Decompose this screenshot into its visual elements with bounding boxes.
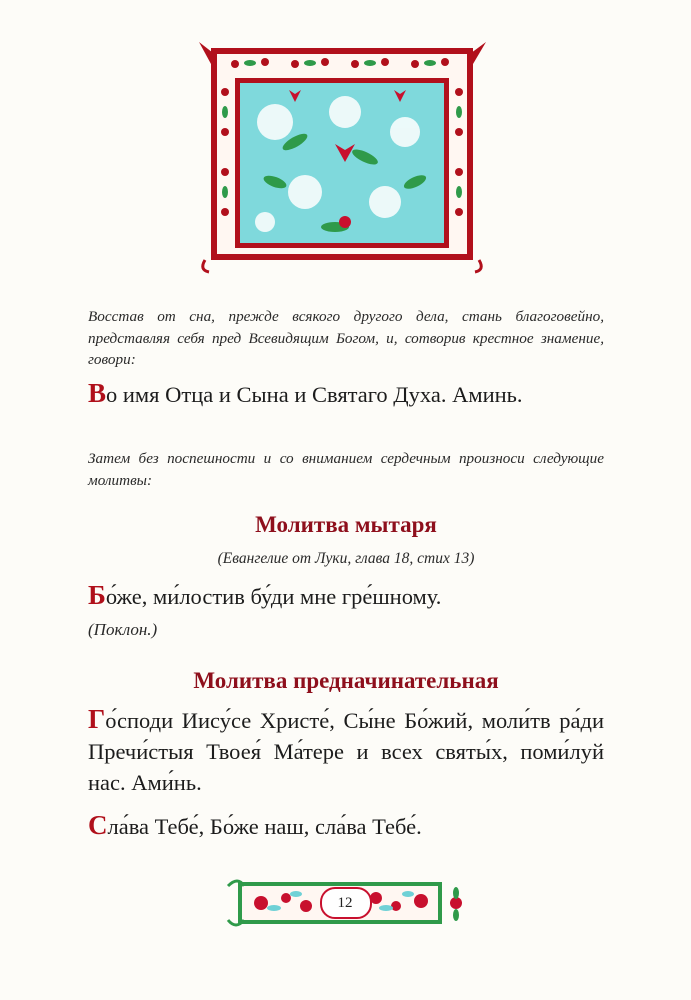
prayer-body: о́же, ми́лостив бу́ди мне гре́шному. [105, 584, 442, 609]
page-number: 12 [337, 895, 353, 911]
drop-initial: С [88, 810, 108, 840]
drop-initial: Г [88, 704, 106, 734]
prayer-publican-text [88, 580, 604, 612]
drop-initial: Б [88, 580, 106, 610]
prayer-publican [88, 580, 604, 612]
prayer-body: о́споди Иису́се Христе́, Сы́не Бо́жий, моли́тв ра́ди Пречи́стыя Твоея́ Ма́тере и всех святы́х, поми́луй нас. Ами́нь. [88, 708, 604, 795]
prayer-body: о имя Отца и Сына и Святаго Духа. Аминь. [106, 382, 523, 407]
scripture-reference: (Евангелие от Луки, глава 18, стих 13) [217, 550, 475, 567]
prayer-trinity [88, 378, 604, 410]
bow-note: (Поклон.) [88, 620, 158, 639]
prayer-instruction [88, 448, 604, 491]
ornamental-headpiece [195, 42, 490, 274]
section-publican-source [88, 550, 604, 568]
prayer-opening-text [88, 704, 604, 798]
prayer-opening [88, 704, 604, 798]
section-title-opening: Молитва предначинательная [193, 668, 499, 693]
prayer-body: ла́ва Тебе́, Бо́же наш, сла́ва Тебе́. [107, 814, 422, 839]
section-opening [88, 668, 604, 694]
instruction-text-1: Восстав от сна, прежде всякого другого дела, стань благоговейно, представляя себя пред Всевидящим Богом, и, сотворив крестное знамение, говори: [88, 308, 604, 368]
prayer-trinity-text [88, 378, 604, 410]
prayer-publican-note [88, 620, 604, 640]
section-title-publican: Молитва мытаря [255, 512, 437, 537]
instruction-text-2: Затем без поспешности и со вниманием сердечным произноси следующие молитвы: [88, 450, 604, 489]
prayer-glory [88, 810, 604, 842]
section-publican [88, 512, 604, 538]
drop-initial: В [88, 378, 107, 408]
morning-instruction [88, 306, 604, 371]
prayer-glory-text [88, 810, 604, 842]
